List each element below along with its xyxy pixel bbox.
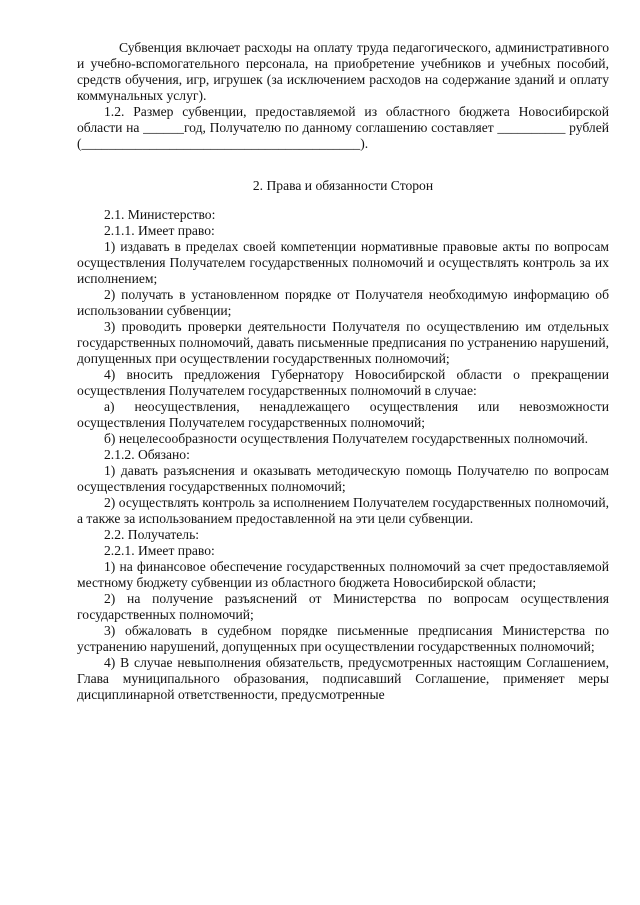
- paragraph-subvention-expenses: Субвенция включает расходы на оплату труда педагогического, административного и учебно-вспомогательного персонала, на приобретение учебников и учебных пособий, средств обучения, игр, игрушек (за исключением расходов на содержание зданий и оплату коммунальных услуг).: [77, 40, 609, 103]
- clause-2-2-1: 2.2.1. Имеет право:: [104, 543, 215, 558]
- clause-2-1-1-item-2: 2) получать в установленном порядке от Получателя необходимую информацию об использовании субвенции;: [77, 287, 609, 318]
- clause-2-2: 2.2. Получатель:: [104, 527, 200, 542]
- clause-2-1-1-item-4: 4) вносить предложения Губернатору Новосибирской области о прекращении осуществления Получателем государственных полномочий в случае:: [77, 367, 609, 398]
- clause-2-1-2-item-1: 1) давать разъяснения и оказывать методическую помощь Получателю по вопросам осуществления государственных полномочий;: [77, 463, 609, 494]
- clause-2-2-1-item-3: 3) обжаловать в судебном порядке письменные предписания Министерства по устранению нарушений, допущенных при осуществлении государственных полномочий;: [77, 623, 609, 654]
- clause-2-1-1-item-3: 3) проводить проверки деятельности Получателя по осуществлению им отдельных государственных полномочий, давать письменные предписания по устранению нарушений, допущенных при осуществлении государственных полномочий;: [77, 319, 609, 366]
- clause-2-1-1: 2.1.1. Имеет право:: [104, 223, 215, 238]
- clause-2-2-1-item-1: 1) на финансовое обеспечение государственных полномочий за счет предоставляемой местному бюджету субвенции из областного бюджета Новосибирской области;: [77, 559, 609, 590]
- clause-2-1-1-item-1: 1) издавать в пределах своей компетенции нормативные правовые акты по вопросам осуществления Получателем государственных полномочий и осуществлять контроль за их исполнением;: [77, 239, 609, 286]
- section-title: 2. Права и обязанности Сторон: [252, 178, 434, 193]
- clause-2-1-1-item-4b: б) нецелесообразности осуществления Получателем государственных полномочий.: [104, 431, 589, 446]
- clause-2-1-1-item-4a: а) неосуществления, ненадлежащего осуществления или невозможности осуществления Получателем государственных полномочий;: [77, 399, 609, 430]
- clause-2-1: 2.1. Министерство:: [104, 207, 216, 222]
- clause-2-1-2-item-2: 2) осуществлять контроль за исполнением Получателем государственных полномочий, а также за использованием предоставленной на эти цели субвенции.: [77, 495, 609, 526]
- clause-2-1-2: 2.1.2. Обязано:: [104, 447, 190, 462]
- paragraph-1-2-subvention-size: 1.2. Размер субвенции, предоставляемой из областного бюджета Новосибирской области на ______год, Получателю по данному соглашению составляет __________ рублей (_________________________________________).: [77, 104, 609, 151]
- clause-2-2-1-item-4: 4) В случае невыполнения обязательств, предусмотренных настоящим Соглашением, Глава муниципального образования, подписавший Соглашение, применяет меры дисциплинарной ответственности, предусмотренные: [77, 655, 609, 702]
- clause-2-2-1-item-2: 2) на получение разъяснений от Министерства по вопросам осуществления государственных полномочий;: [77, 591, 609, 622]
